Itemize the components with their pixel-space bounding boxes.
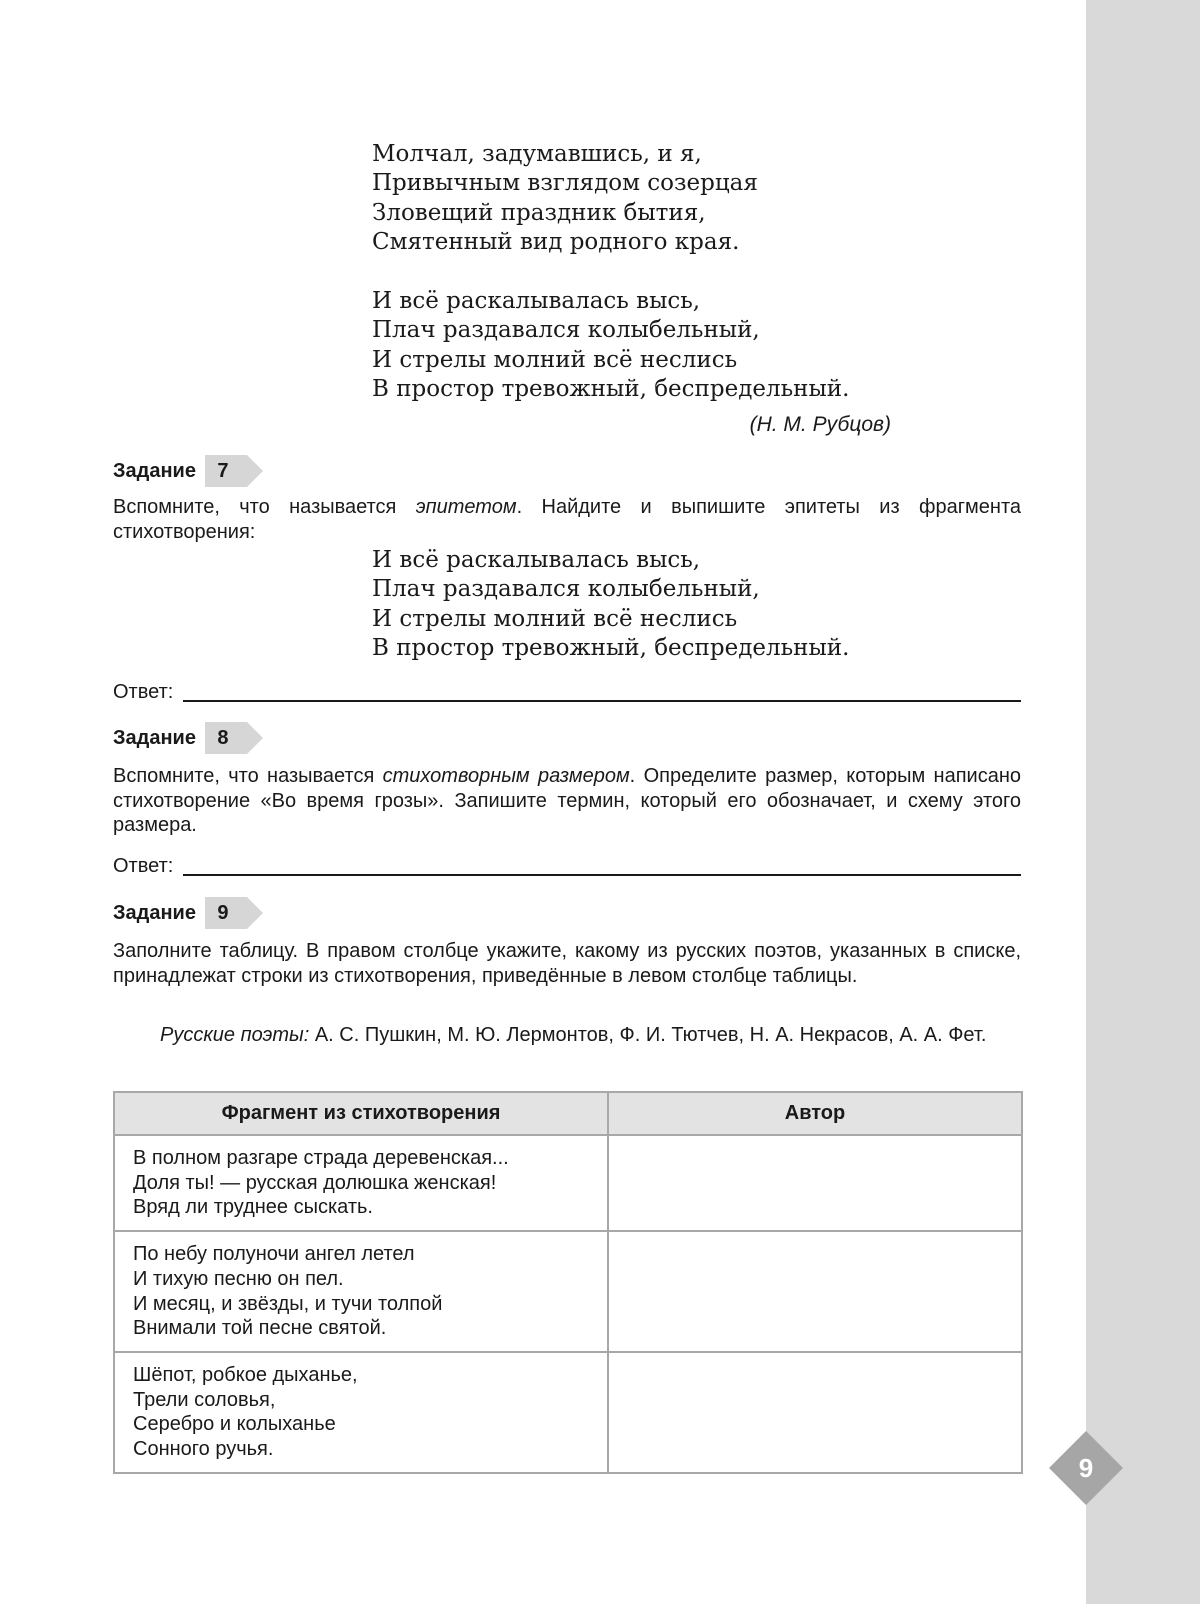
header-fragment: Фрагмент из стихотворения	[114, 1092, 608, 1135]
fragment-cell	[114, 1352, 608, 1473]
task-7-text	[113, 495, 1021, 544]
fragment-cell	[114, 1231, 608, 1352]
poem-attribution: (Н. М. Рубцов)	[749, 413, 891, 436]
fragment-line: Трели соловья,	[133, 1388, 276, 1411]
author-cell[interactable]	[608, 1231, 1022, 1352]
task-8-text	[113, 764, 1021, 838]
task-7-heading	[113, 455, 263, 487]
answer-label: Ответ:	[113, 855, 174, 877]
task-9-poets	[113, 1023, 1021, 1048]
task-number-badge	[205, 722, 263, 754]
task-label: Задание	[113, 726, 196, 749]
poets-list: А. С. Пушкин, М. Ю. Лермонтов, Ф. И. Тютчев, Н. А. Некрасов, А. А. Фет.	[309, 1024, 987, 1046]
fragment-line: И тихую песню он пел.	[133, 1267, 344, 1290]
poem-line: Плач раздавался колыбельный,	[372, 317, 760, 344]
poem-line: И стрелы молний всё неслись	[372, 605, 738, 632]
fragment-cell	[114, 1135, 608, 1231]
poem-line: И всё раскалывалась высь,	[372, 288, 701, 314]
task-term: эпитетом	[415, 496, 517, 518]
fragment-line: Серебро и колыханье	[133, 1413, 336, 1436]
fragment-line: Доля ты! — русская долюшка женская!	[133, 1171, 497, 1194]
poem-line: Молчал, задумавшись, и я,	[372, 141, 702, 167]
author-cell[interactable]	[608, 1135, 1022, 1231]
header-author: Автор	[608, 1092, 1022, 1135]
task-term: стихотворным размером	[382, 765, 630, 787]
task-9-text: Заполните таблицу. В правом столбце укажите, какому из русских поэтов, указанных в списке, принадлежат строки из стихотворения, приведённые в левом столбце таблицы.	[113, 940, 1021, 987]
fragment-line: По небу полуночи ангел летел	[133, 1243, 415, 1266]
poem-line: Зловещий праздник бытия,	[372, 199, 706, 226]
poem-line: Смятенный вид родного края.	[372, 228, 740, 255]
task-text: . Найдите и выпишите эпитеты из фрагмента стихотворения:	[113, 496, 1021, 543]
task-9-heading	[113, 897, 263, 929]
page-number: 9	[1078, 1453, 1094, 1483]
fragment-line: В полном разгаре страда деревенская...	[133, 1147, 509, 1169]
fragment-line: Сонного ручья.	[133, 1438, 274, 1461]
table-header-row	[114, 1092, 1022, 1135]
fragment-line: И месяц, и звёзды, и тучи толпой	[133, 1292, 443, 1315]
page-side-strip	[1086, 0, 1200, 1604]
poets-table	[113, 1091, 1023, 1474]
task-7-poem	[372, 546, 849, 663]
poem-line: Плач раздавался колыбельный,	[372, 576, 760, 603]
answer-line[interactable]	[183, 700, 1021, 702]
poem-stanza-2	[372, 287, 849, 404]
author-cell[interactable]	[608, 1352, 1022, 1473]
task-number: 7	[217, 460, 229, 482]
poets-label: Русские поэты:	[160, 1024, 310, 1046]
answer-line[interactable]	[183, 874, 1021, 876]
task-number: 9	[217, 902, 229, 924]
fragment-line: Вряд ли труднее сыскать.	[133, 1196, 373, 1219]
task-text: Вспомните, что называется	[113, 765, 383, 787]
task-number: 8	[217, 727, 229, 749]
fragment-line: Внимали той песне святой.	[133, 1317, 387, 1340]
task-label: Задание	[113, 901, 196, 924]
task-8-heading	[113, 722, 263, 754]
task-7-answer	[113, 678, 1021, 704]
answer-label: Ответ:	[113, 681, 174, 703]
poem-line: В простор тревожный, беспредельный.	[372, 375, 850, 402]
task-text: Вспомните, что называется	[113, 496, 416, 518]
table-row	[114, 1135, 1022, 1231]
page-number-badge	[1049, 1431, 1123, 1505]
table-row	[114, 1352, 1022, 1473]
task-number-badge	[205, 897, 263, 929]
table-row	[114, 1231, 1022, 1352]
task-number-badge	[205, 455, 263, 487]
task-label: Задание	[113, 459, 196, 482]
poem-line: И стрелы молний всё неслись	[372, 346, 738, 373]
task-text: . Определите размер, которым написано стихотворение «Во время грозы». Запишите термин, который его обозначает, и схему этого размера.	[113, 765, 1021, 836]
poem-line: В простор тревожный, беспредельный.	[372, 634, 850, 661]
fragment-line: Шёпот, робкое дыханье,	[133, 1363, 358, 1386]
poem-line: Привычным взглядом созерцая	[372, 170, 758, 197]
task-8-answer	[113, 852, 1021, 878]
poem-stanza-1	[372, 140, 758, 257]
poem-line: И всё раскалывалась высь,	[372, 547, 701, 573]
